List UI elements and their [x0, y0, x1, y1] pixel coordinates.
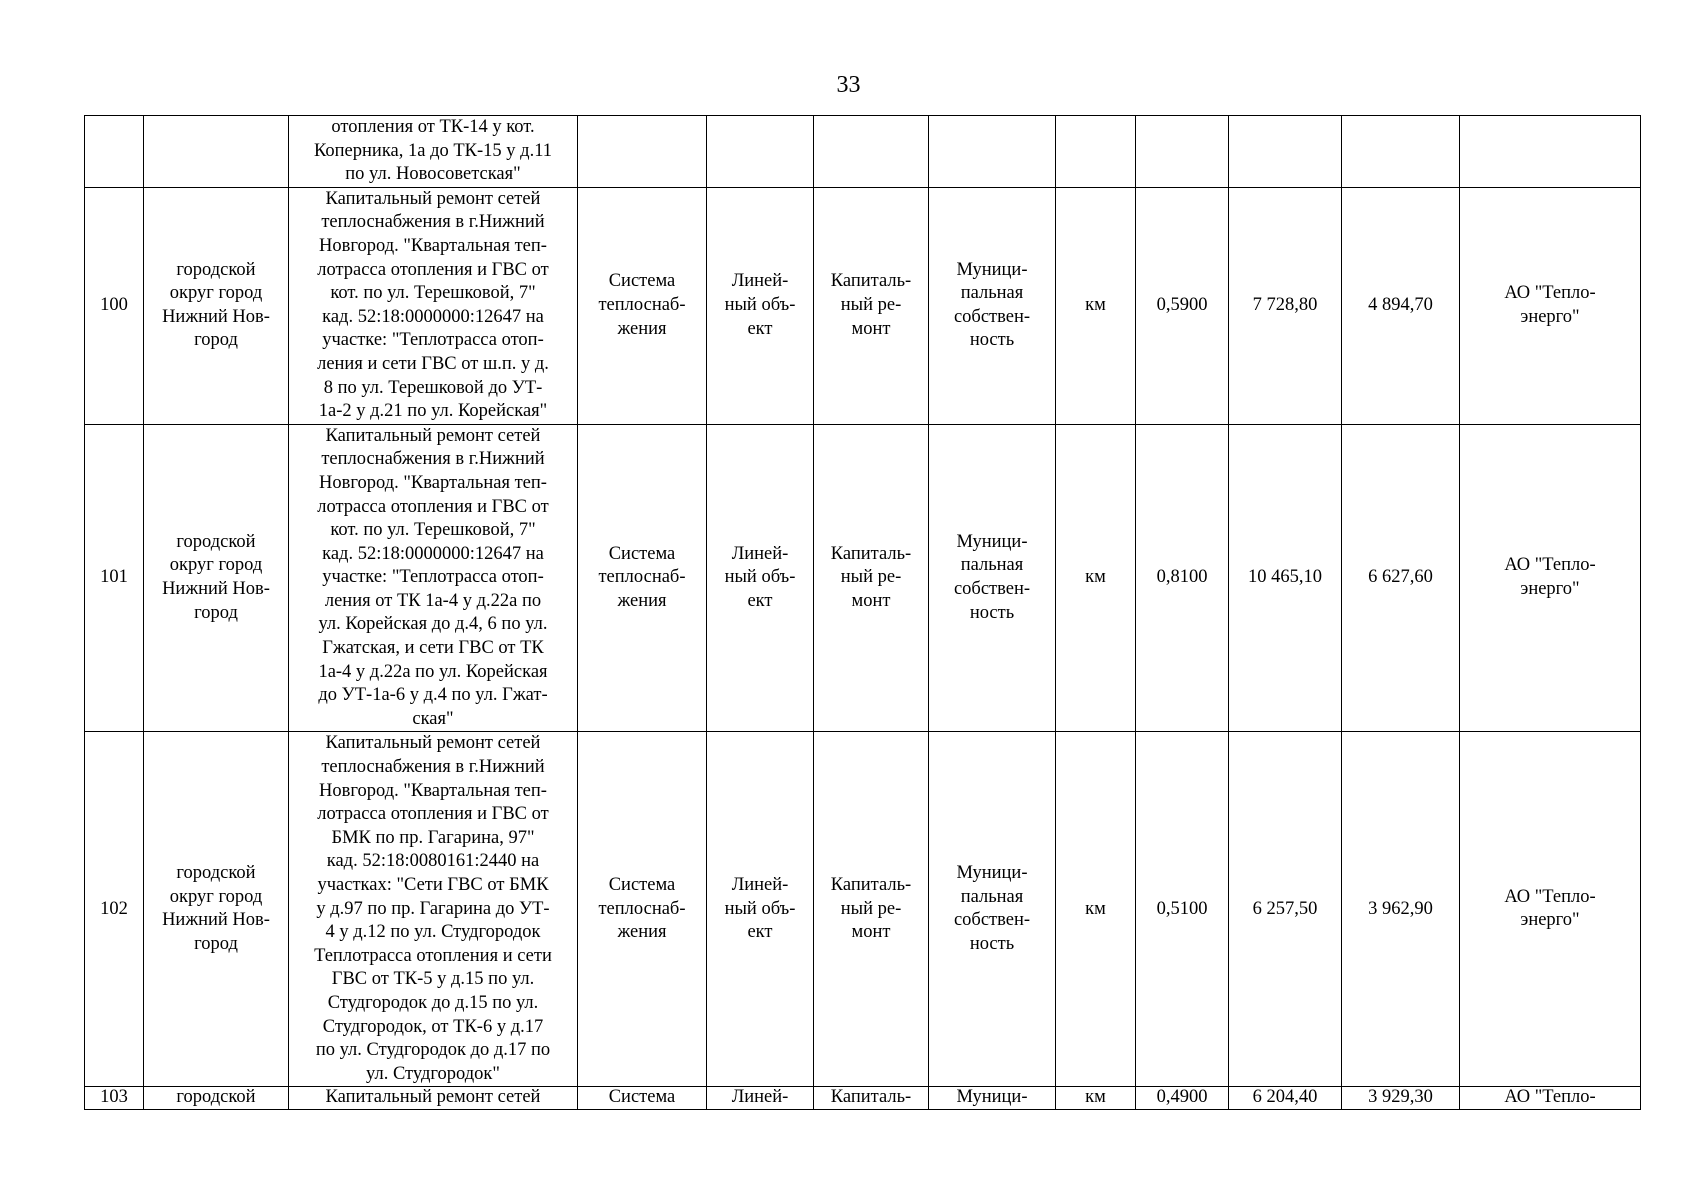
row-number-cell: 102 — [85, 732, 144, 1087]
description-line: Студгородок до д.15 по ул. — [327, 992, 539, 1013]
table-row — [85, 732, 1641, 1087]
cost-part-cell: 3 962,90 — [1342, 732, 1460, 1087]
cost-part-cell: 3 929,30 — [1342, 1087, 1460, 1110]
work-type-cell: Капиталь- — [814, 1087, 929, 1110]
description-line: Теплотрасса отопления и сети — [314, 945, 552, 966]
territory-cell: городской округ город Нижний Нов- город — [144, 424, 289, 732]
system-cell: Система — [578, 1087, 707, 1110]
cost-part-cell: 6 627,60 — [1342, 424, 1460, 732]
system-cell — [578, 116, 707, 188]
territory-cell: городской округ город Нижний Нов- город — [144, 187, 289, 424]
ownership-cell: Муници- пальная собствен- ность — [929, 424, 1056, 732]
description-line: кот. по ул. Терешковой, 7" — [330, 283, 536, 304]
cost-part-cell: 4 894,70 — [1342, 187, 1460, 424]
description-line: теплоснабжения в г.Нижний — [321, 757, 545, 778]
description-line: участке: "Теплотрасса отоп- — [322, 567, 544, 588]
description-line: теплоснабжения в г.Нижний — [321, 449, 545, 470]
description-line: лотрасса отопления и ГВС от — [317, 496, 549, 517]
work-type-cell: Капиталь- ный ре- монт — [814, 424, 929, 732]
description-line: Коперника, 1а до ТК-15 у д.11 — [313, 140, 553, 161]
description-line: ГВС от ТК-5 у д.15 по ул. — [331, 969, 535, 990]
length-cell — [1136, 116, 1229, 188]
description-line: ул. Студгородок" — [366, 1063, 500, 1084]
description-line: Новгород. "Квартальная теп- — [319, 472, 547, 493]
system-cell: Система теплоснаб- жения — [578, 187, 707, 424]
unit-cell: км — [1056, 1087, 1136, 1110]
description-line: лотрасса отопления и ГВС от — [317, 259, 549, 280]
operator-cell: АО "Тепло- энерго" — [1460, 424, 1641, 732]
operator-cell: АО "Тепло- энерго" — [1460, 732, 1641, 1087]
description-cell — [289, 732, 578, 1087]
territory-cell: городской округ город Нижний Нов- город — [144, 732, 289, 1087]
description-line: кад. 52:18:0000000:12647 на — [322, 306, 544, 327]
length-cell: 0,8100 — [1136, 424, 1229, 732]
cost-part-cell — [1342, 116, 1460, 188]
table-row — [85, 1087, 1641, 1110]
description-line: ления от ТК 1а-4 у д.22а по — [324, 590, 542, 611]
description-line: Студгородок, от ТК-6 у д.17 — [322, 1016, 544, 1037]
territory-cell — [144, 116, 289, 188]
description-line: Капитальный ремонт сетей — [325, 733, 541, 754]
work-type-cell — [814, 116, 929, 188]
unit-cell — [1056, 116, 1136, 188]
territory-cell: городской — [144, 1087, 289, 1110]
ownership-cell — [929, 116, 1056, 188]
description-line: теплоснабжения в г.Нижний — [321, 212, 545, 233]
description-line: участке: "Теплотрасса отоп- — [322, 330, 544, 351]
cost-total-cell: 6 257,50 — [1229, 732, 1342, 1087]
description-line: 8 по ул. Терешковой до УТ- — [323, 377, 543, 398]
object-type-cell: Линей- — [707, 1087, 814, 1110]
object-type-cell — [707, 116, 814, 188]
description-line: ская" — [412, 708, 454, 729]
row-number-cell: 100 — [85, 187, 144, 424]
investment-program-table — [84, 115, 1641, 1110]
description-line: кад. 52:18:0080161:2440 на — [326, 851, 540, 872]
ownership-cell: Муници- пальная собствен- ность — [929, 187, 1056, 424]
operator-cell: АО "Тепло- энерго" — [1460, 187, 1641, 424]
unit-cell: км — [1056, 732, 1136, 1087]
ownership-cell: Муници- — [929, 1087, 1056, 1110]
description-line: Капитальный ремонт сетей — [325, 188, 541, 209]
unit-cell: км — [1056, 187, 1136, 424]
cost-total-cell — [1229, 116, 1342, 188]
description-line: по ул. Студгородок до д.17 по — [315, 1040, 551, 1061]
page-number: 33 — [836, 72, 861, 98]
table-row — [85, 424, 1641, 732]
description-line: отопления от ТК-14 у кот. — [331, 117, 535, 137]
description-cell — [289, 116, 578, 188]
description-line: Капитальный ремонт сетей — [325, 1087, 541, 1108]
description-line: Гжатская, и сети ГВС от ТК — [322, 638, 544, 659]
object-type-cell: Линей- ный объ- ект — [707, 424, 814, 732]
description-line: Новгород. "Квартальная теп- — [319, 235, 547, 256]
object-type-cell: Линей- ный объ- ект — [707, 732, 814, 1087]
system-cell: Система теплоснаб- жения — [578, 732, 707, 1087]
table-row — [85, 187, 1641, 424]
ownership-cell: Муници- пальная собствен- ность — [929, 732, 1056, 1087]
object-type-cell: Линей- ный объ- ект — [707, 187, 814, 424]
system-cell: Система теплоснаб- жения — [578, 424, 707, 732]
description-line: кот. по ул. Терешковой, 7" — [330, 520, 536, 541]
description-line: до УТ-1а-6 у д.4 по ул. Гжат- — [318, 685, 548, 706]
description-line: ления и сети ГВС от ш.п. у д. — [317, 353, 549, 374]
row-number-cell: 103 — [85, 1087, 144, 1110]
work-type-cell: Капиталь- ный ре- монт — [814, 732, 929, 1087]
description-line: по ул. Новосоветская" — [345, 164, 521, 185]
description-line: Капитальный ремонт сетей — [325, 425, 541, 446]
description-line: у д.97 по пр. Гагарина до УТ- — [316, 898, 550, 919]
cost-total-cell: 6 204,40 — [1229, 1087, 1342, 1110]
cost-total-cell: 7 728,80 — [1229, 187, 1342, 424]
cost-total-cell: 10 465,10 — [1229, 424, 1342, 732]
description-line: БМК по пр. Гагарина, 97" — [331, 827, 535, 848]
description-cell — [289, 424, 578, 732]
description-line: ул. Корейская до д.4, 6 по ул. — [318, 614, 548, 635]
description-cell — [289, 1087, 578, 1110]
row-number-cell: 101 — [85, 424, 144, 732]
description-line: 1а-4 у д.22а по ул. Корейская — [318, 661, 548, 682]
length-cell: 0,4900 — [1136, 1087, 1229, 1110]
operator-cell: АО "Тепло- — [1460, 1087, 1641, 1110]
description-line: Новгород. "Квартальная теп- — [319, 780, 547, 801]
description-line: участках: "Сети ГВС от БМК — [317, 875, 549, 895]
work-type-cell: Капиталь- ный ре- монт — [814, 187, 929, 424]
table-row — [85, 116, 1641, 188]
row-number-cell — [85, 116, 144, 188]
description-line: лотрасса отопления и ГВС от — [317, 804, 549, 825]
length-cell: 0,5900 — [1136, 187, 1229, 424]
description-line: 1а-2 у д.21 по ул. Корейская" — [318, 401, 548, 422]
description-cell — [289, 187, 578, 424]
description-line: кад. 52:18:0000000:12647 на — [322, 543, 544, 564]
description-line: 4 у д.12 по ул. Студгородок — [325, 922, 541, 943]
unit-cell: км — [1056, 424, 1136, 732]
operator-cell — [1460, 116, 1641, 188]
length-cell: 0,5100 — [1136, 732, 1229, 1087]
